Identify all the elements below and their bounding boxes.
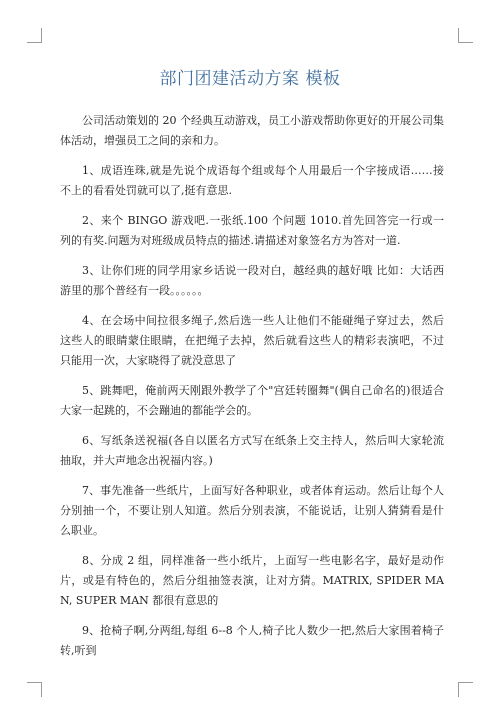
document-body	[60, 111, 444, 671]
game-item-3: 3、让你们班的同学用家乡话说一段对白，越经典的越好哦 比如：大话西游里的那个普经有一段。。。。。。	[60, 264, 444, 297]
corner-mark-bottom-left	[27, 682, 42, 697]
game-item-4: 4、在会场中间拉很多绳子,然后选一些人让他们不能碰绳子穿过去，然后这些人的眼睛蒙住眼睛，在把绳子去掉，然后就看这些人的精彩表演吧，不过只能用一次，大家晓得了就没意思了	[60, 314, 444, 367]
game-item-5: 5、跳舞吧，俺前两天刚跟外教学了个"宫廷转圈舞"(偶自己命名的)很适合大家一起跳的，不会蹦迪的都能学会的。	[60, 384, 444, 417]
game-item-8: 8、分成 2 组，同样准备一些小纸片，上面写一些电影名字，最好是动作片，或是有特色的，然后分组抽签表演，让对方猜。MATRIX, SPIDER MAN, SUPER MAN 都很有意思的	[60, 554, 444, 607]
game-item-6: 6、写纸条送祝福(各自以匿名方式写在纸条上交主持人，然后叫大家轮流抽取，并大声地念出祝福内容。)	[60, 434, 444, 467]
game-item-1: 1、成语连珠,就是先说个成语每个组或每个人用最后一个字接成语……接不上的看看处罚就可以了,挺有意思.	[60, 164, 444, 197]
game-item-9: 9、抢椅子啊,分两组,每组 6--8 个人,椅子比人数少一把,然后大家围着椅子转,听到	[60, 624, 444, 657]
corner-mark-top-right	[458, 28, 473, 43]
intro-paragraph: 公司活动策划的 20 个经典互动游戏，员工小游戏帮助你更好的开展公司集体活动，增强员工之间的亲和力。	[60, 114, 444, 147]
corner-mark-bottom-right	[458, 682, 473, 697]
game-item-7: 7、事先准备一些纸片，上面写好各种职业，或者体育运动。然后让每个人分别抽一个，不要让别人知道。然后分别表演，不能说话，让别人猜猜看是什么职业。	[60, 484, 444, 537]
document-title: 部门团建活动方案 模板	[159, 69, 341, 89]
corner-mark-top-left	[27, 28, 42, 43]
game-item-2: 2、来个 BINGO 游戏吧.一张纸.100 个问题 1010.首先回答完一行或一列的有奖.问题为对班级成员特点的描述.请描述对象签名方为答对一道.	[60, 214, 444, 247]
